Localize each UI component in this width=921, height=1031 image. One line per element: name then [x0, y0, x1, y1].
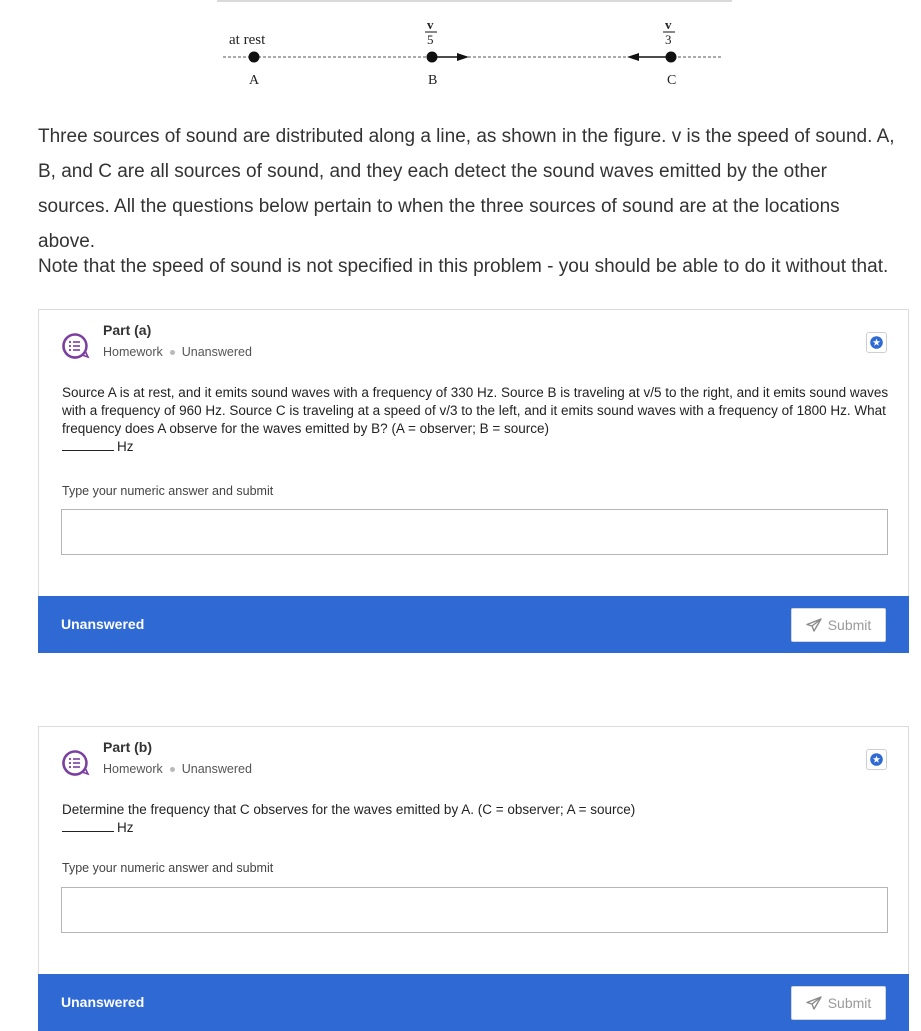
point-a-dot: [249, 52, 260, 63]
send-icon: [806, 996, 822, 1010]
separator-dot: [170, 767, 175, 772]
point-b-speed-den: 5: [427, 32, 434, 47]
point-c-arrow-head: [627, 53, 639, 61]
status-bar-label: Unanswered: [61, 994, 145, 1010]
figure-diagram: [217, 12, 732, 92]
problem-intro: [38, 119, 898, 259]
star-icon: [870, 753, 883, 766]
answer-hint: Type your numeric answer and submit: [62, 484, 274, 498]
sources-diagram: [217, 12, 732, 92]
submit-button[interactable]: [791, 986, 886, 1020]
part-meta: [103, 762, 252, 776]
numeric-answer-input[interactable]: [61, 509, 888, 555]
point-c-label: C: [667, 73, 677, 88]
point-b-speed-num: v: [427, 17, 434, 32]
star-button[interactable]: [866, 749, 887, 770]
point-a-annotation: at rest: [229, 32, 266, 48]
point-b-label: B: [428, 73, 438, 88]
answer-blank-row: [62, 819, 892, 837]
answer-unit: Hz: [117, 439, 134, 454]
part-title: Part (a): [103, 322, 152, 338]
part-a-card: [38, 309, 909, 653]
answer-blank: [62, 450, 114, 451]
submit-button[interactable]: [791, 608, 886, 642]
question-text: Source A is at rest, and it emits sound waves with a frequency of 330 Hz. Source B is traveling at v/5 to the right, and it emits sound waves with a frequency of 960 Hz. Source C is traveling at a speed of v/3 to the left, and it emits sound waves with a frequency of 1800 Hz. What frequency does A observe for the waves emitted by B? (A = observer; B = source): [62, 385, 889, 436]
question-list-icon: [60, 748, 90, 778]
part-category: Homework: [103, 345, 163, 359]
question-text: Determine the frequency that C observes for the waves emitted by A. (C = observer; A = source): [62, 802, 636, 817]
part-status: Unanswered: [181, 345, 252, 359]
intro-paragraph: Three sources of sound are distributed along a line, as shown in the figure. v is the speed of sound. A, B, and C are all sources of sound, and they each detect the sound waves emitted by the other sources. All the questions below pertain to when the three sources of sound are at the locations above.: [38, 126, 895, 252]
question-text-block: [62, 801, 892, 837]
answer-unit: Hz: [117, 820, 134, 835]
point-a-label: A: [249, 73, 260, 88]
part-meta: [103, 345, 252, 359]
part-status: Unanswered: [181, 762, 252, 776]
status-bar-label: Unanswered: [61, 616, 145, 632]
answer-blank: [62, 831, 114, 832]
star-button[interactable]: [866, 332, 887, 353]
answer-hint: Type your numeric answer and submit: [62, 861, 274, 875]
submit-label: Submit: [827, 995, 872, 1011]
send-icon: [806, 618, 822, 632]
question-list-icon: [60, 331, 90, 361]
point-b-arrow-head: [457, 53, 469, 61]
part-title: Part (b): [103, 739, 152, 755]
numeric-answer-input[interactable]: [61, 887, 888, 933]
part-category: Homework: [103, 762, 163, 776]
answer-blank-row: [62, 438, 892, 456]
separator-dot: [170, 350, 175, 355]
problem-note: Note that the speed of sound is not specified in this problem - you should be able to do it without that.: [38, 256, 889, 277]
part-b-card: [38, 726, 909, 1026]
point-c-speed-num: v: [665, 17, 672, 32]
star-icon: [870, 336, 883, 349]
status-bar: [38, 596, 909, 653]
submit-label: Submit: [827, 617, 872, 633]
point-c-speed-den: 3: [665, 32, 672, 47]
status-bar: [38, 974, 909, 1031]
question-text-block: [62, 384, 892, 456]
top-divider: [217, 0, 732, 2]
